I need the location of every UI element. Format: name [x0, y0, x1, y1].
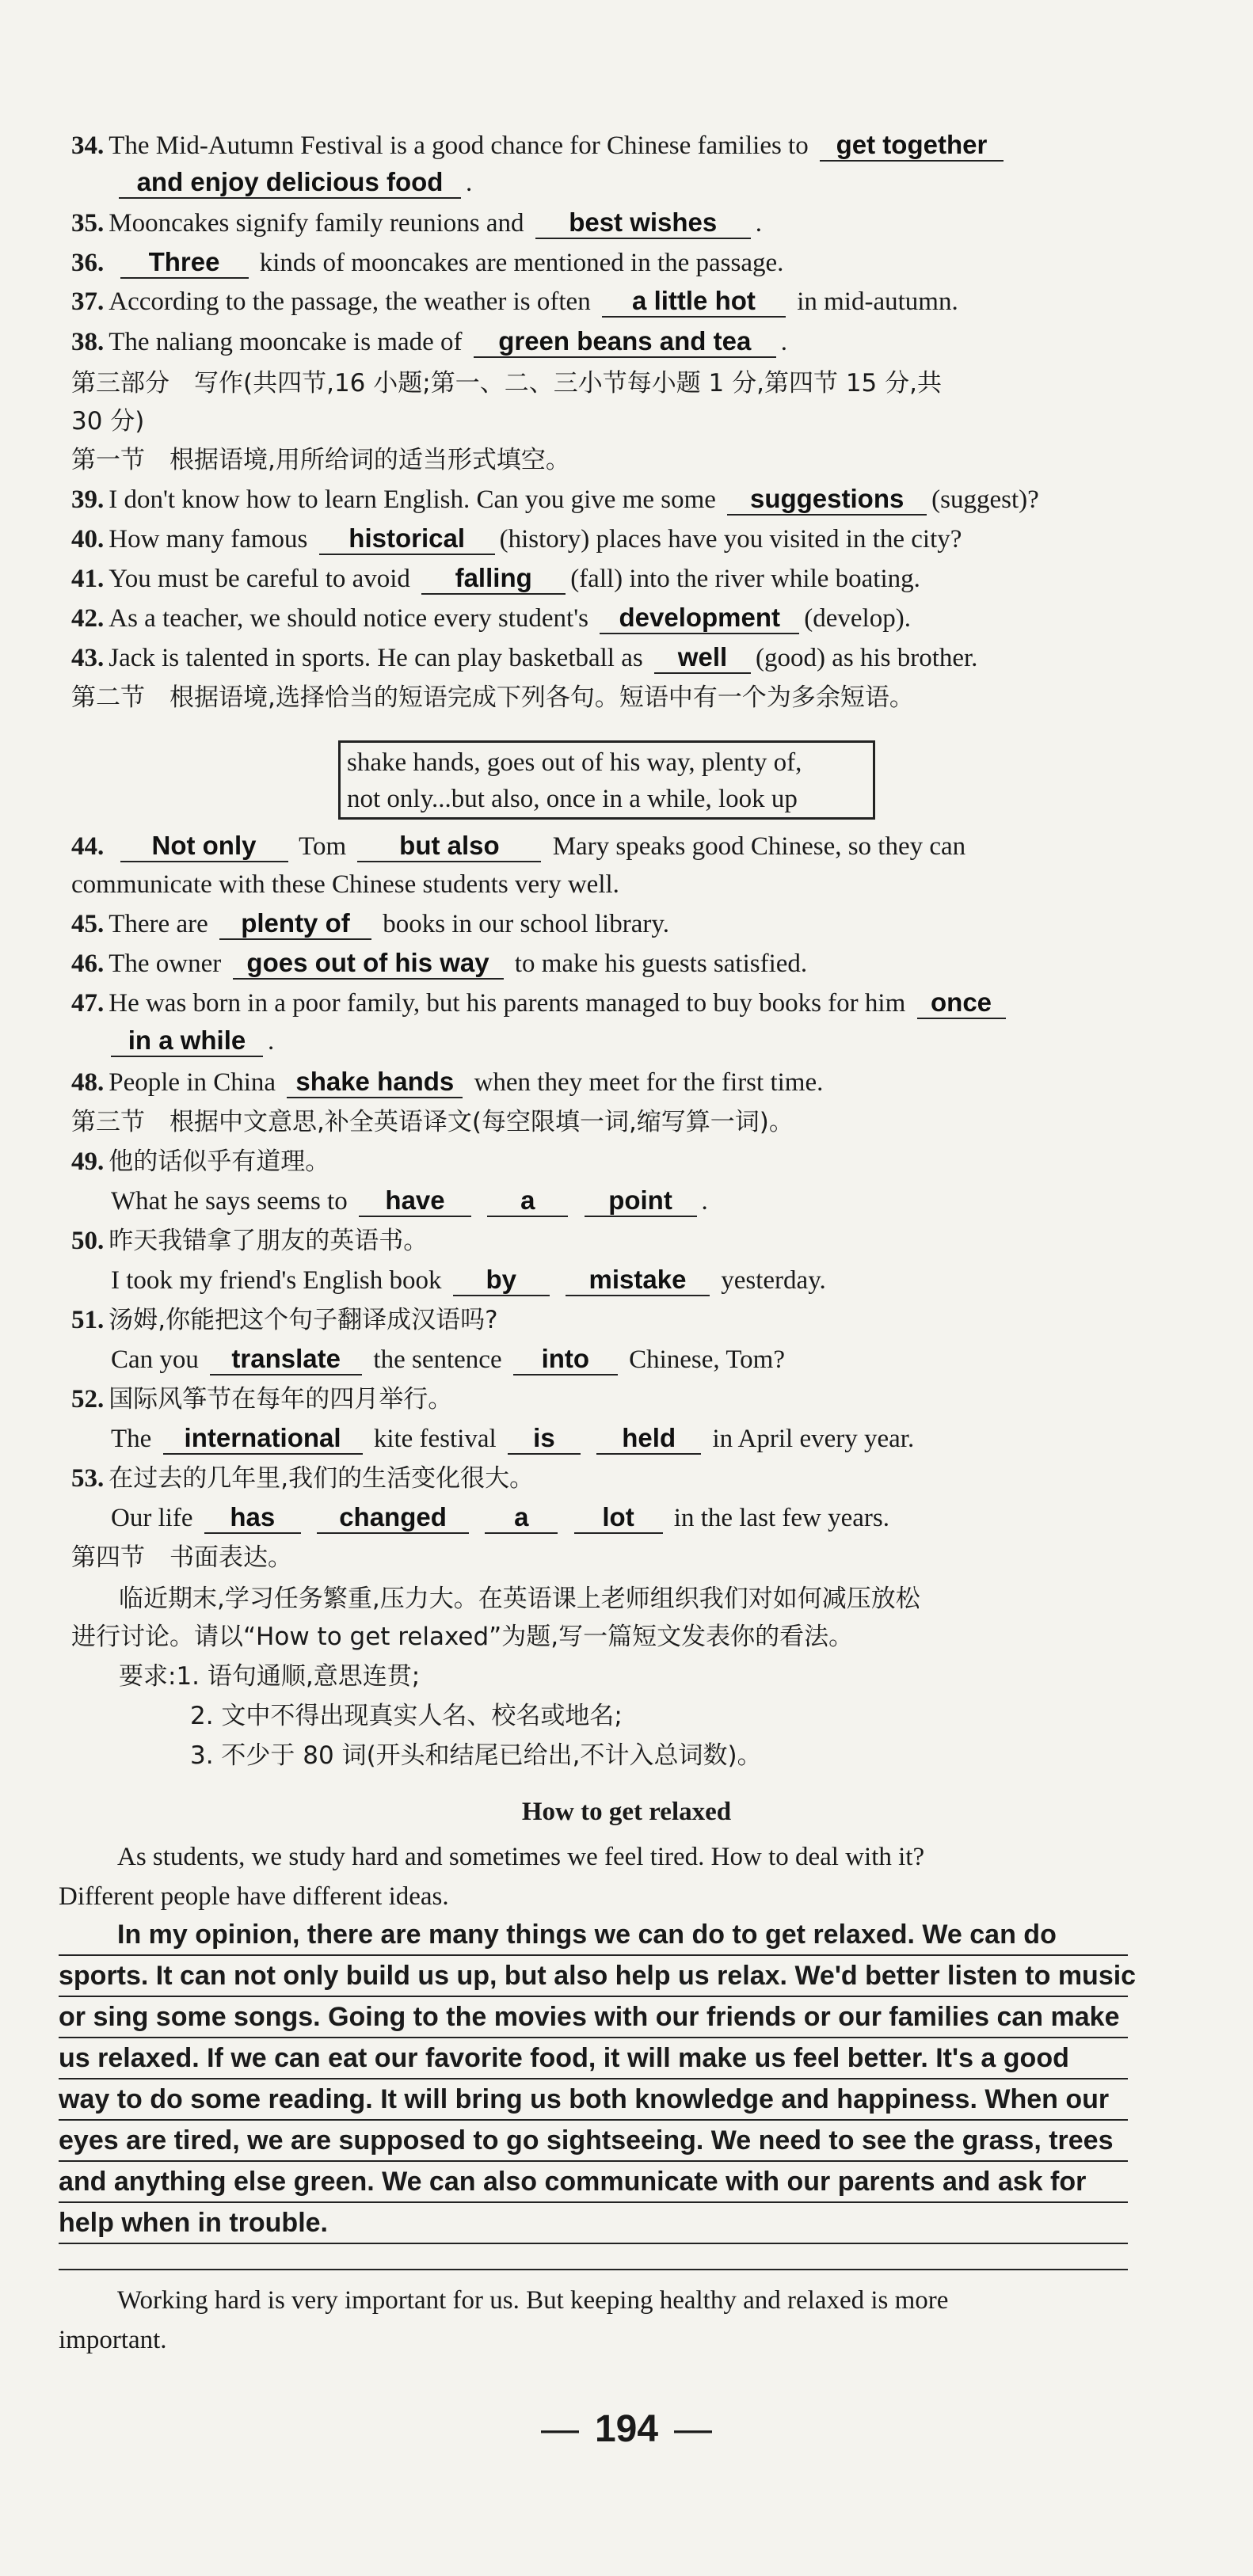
q44: 44. Not only Tom but also Mary speaks good Chinese, so they can [71, 831, 966, 861]
part3-header: 第三部分 写作(共四节,16 小题;第一、二、三小节每小题 1 分,第四节 15 分,共 [71, 369, 942, 398]
answer-blank: by [453, 1265, 550, 1296]
q51-translation: Can you translate the sentence into Chinese, Tom? [111, 1344, 785, 1374]
requirement-2: 2. 文中不得出现真实人名、校名或地名; [190, 1702, 623, 1730]
q45: 45. There are plenty of books in our school library. [71, 908, 669, 938]
section2-title: 第二节 根据语境,选择恰当的短语完成下列各句。短语中有一个为多余短语。 [71, 683, 914, 712]
q43: 43. Jack is talented in sports. He can play basketball as well (good) as his brother. [71, 642, 978, 672]
answer-blank: well [654, 642, 751, 674]
essay-line: In my opinion, there are many things we can do to get relaxed. We can do [59, 1915, 1128, 1956]
q47: 47. He was born in a poor family, but his parents managed to buy books for him once [71, 984, 1182, 1022]
essay-line: us relaxed. If we can eat our favorite food, it will make us feel better. It's a good [59, 2038, 1128, 2079]
answer-blank: plenty of [219, 908, 371, 940]
answer-blank: changed [317, 1502, 469, 1534]
answer-blank: Not only [120, 831, 288, 862]
section3-title: 第三节 根据中文意思,补全英语译文(每空限填一词,缩写算一词)。 [71, 1108, 794, 1136]
essay-line: sports. It can not only build us up, but also help us relax. We'd better listen to music [59, 1956, 1128, 1997]
essay-line: and anything else green. We can also communicate with our parents and ask for [59, 2162, 1128, 2203]
answer-blank: Three [120, 247, 249, 279]
q51: 51. 汤姆,你能把这个句子翻译成汉语吗? [71, 1306, 498, 1334]
part3-header-cont: 30 分) [71, 407, 145, 436]
essay-line: eyes are tired, we are supposed to go sightseeing. We need to see the grass, trees [59, 2121, 1128, 2162]
answer-blank: a [485, 1502, 558, 1534]
essay-line: or sing some songs. Going to the movies with our friends or our families can make [59, 1997, 1128, 2038]
q50: 50. 昨天我错拿了朋友的英语书。 [71, 1227, 428, 1255]
answer-blank: but also [357, 831, 541, 862]
answer-blank: best wishes [535, 207, 751, 239]
answer-blank: has [204, 1502, 301, 1534]
section4-title: 第四节 书面表达。 [71, 1543, 292, 1572]
essay-body [59, 1915, 1137, 2244]
q49-translation: What he says seems to have a point . [111, 1185, 708, 1216]
q41: 41. You must be careful to avoid falling (fall) into the river while boating. [71, 563, 920, 593]
essay-line: way to do some reading. It will bring us both knowledge and happiness. When our [59, 2079, 1128, 2121]
q38: 38. The naliang mooncake is made of green beans and tea . [71, 326, 788, 356]
q40: 40. How many famous historical (history) places have you visited in the city? [71, 523, 962, 554]
q52: 52. 国际风筝节在每年的四月举行。 [71, 1385, 453, 1414]
q49: 49. 他的话似乎有道理。 [71, 1147, 330, 1176]
essay-opening: As students, we study hard and sometimes we feel tired. How to deal with it? Different people have different ideas. [59, 1843, 925, 1911]
q47-cont: in a while . [71, 1022, 1182, 1060]
answer-blank: falling [421, 563, 566, 595]
phrase-line: shake hands, goes out of his way, plenty of, [347, 748, 802, 777]
q53: 53. 在过去的几年里,我们的生活变化很大。 [71, 1464, 535, 1493]
essay-rule [59, 2269, 1128, 2270]
answer-blank: development [600, 603, 799, 634]
q36: 36. Three kinds of mooncakes are mentioned in the passage. [71, 247, 784, 277]
answer-blank: translate [210, 1344, 362, 1376]
answer-blank: goes out of his way [233, 948, 504, 980]
answer-blank: suggestions [727, 484, 927, 516]
q37: 37. According to the passage, the weather is often a little hot in mid-autumn. [71, 286, 958, 316]
answer-blank: into [513, 1344, 618, 1376]
page-number: — 194 — [540, 2408, 713, 2450]
q53-translation: Our life has changed a lot in the last few years. [111, 1502, 889, 1532]
essay-title: How to get relaxed [521, 1798, 732, 1826]
answer-blank: held [596, 1423, 701, 1455]
answer-blank: a little hot [602, 286, 786, 318]
q34-cont: and enjoy delicious food . [71, 164, 1182, 202]
q52-translation: The international kite festival is held in April every year. [111, 1423, 915, 1453]
q48: 48. People in China shake hands when they meet for the first time. [71, 1067, 824, 1097]
answer-blank: is [508, 1423, 581, 1455]
answer-blank: international [163, 1423, 363, 1455]
answer-blank: in a while [111, 1025, 263, 1057]
writing-intro: 临近期末,学习任务繁重,压力大。在英语课上老师组织我们对如何减压放松 [119, 1585, 920, 1613]
answer-blank: point [585, 1185, 697, 1217]
requirement-1: 要求:1. 语句通顺,意思连贯; [119, 1662, 421, 1691]
q39: 39. I don't know how to learn English. Can you give me some suggestions (suggest)? [71, 484, 1039, 514]
q34: 34. The Mid-Autumn Festival is a good chance for Chinese families to get together [71, 127, 1182, 165]
q46: 46. The owner goes out of his way to make his guests satisfied. [71, 948, 808, 978]
answer-blank: lot [574, 1502, 663, 1534]
q44-cont: communicate with these Chinese students very well. [71, 870, 619, 899]
phrase-line: not only...but also, once in a while, look up [347, 785, 798, 813]
answer-blank: a [487, 1185, 568, 1217]
answer-blank: shake hands [287, 1067, 463, 1098]
q50-translation: I took my friend's English book by mistake yesterday. [111, 1265, 826, 1295]
q35: 35. Mooncakes signify family reunions and best wishes . [71, 207, 762, 238]
answer-blank: get together [820, 130, 1004, 162]
answer-blank: once [917, 987, 1006, 1019]
section1-title: 第一节 根据语境,用所给词的适当形式填空。 [71, 446, 570, 474]
essay-closing: Working hard is very important for us. But keeping healthy and relaxed is more important. [59, 2286, 949, 2354]
requirement-3: 3. 不少于 80 词(开头和结尾已给出,不计入总词数)。 [190, 1741, 762, 1770]
answer-blank: historical [319, 523, 495, 555]
phrase-box [338, 740, 875, 820]
essay-line: help when in trouble. [59, 2203, 1128, 2244]
writing-intro-cont: 进行讨论。请以“How to get relaxed”为题,写一篇短文发表你的看法。 [71, 1623, 854, 1651]
answer-blank: and enjoy delicious food [119, 167, 461, 199]
q42: 42. As a teacher, we should notice every student's development (develop). [71, 603, 911, 633]
answer-blank: have [359, 1185, 471, 1217]
answer-blank: green beans and tea [474, 326, 776, 358]
answer-blank: mistake [566, 1265, 710, 1296]
